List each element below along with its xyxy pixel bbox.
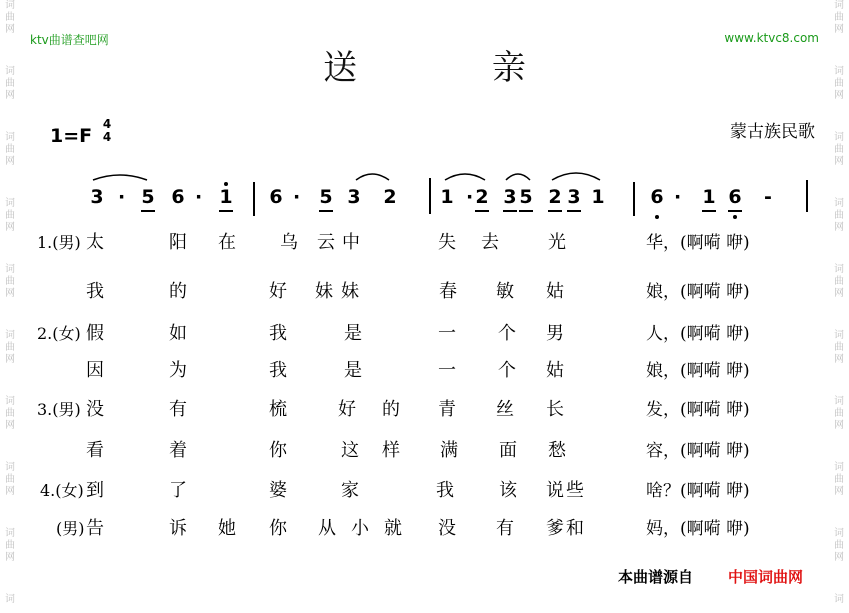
lyric-syllable: 好 [269,281,287,302]
lyric-syllable: 些 [566,480,584,501]
lyric-syllable: 她 [218,518,236,539]
verse-label: 1.(男) [37,233,81,252]
augmentation-dot: · [293,186,301,208]
augmentation-dot: · [466,186,474,208]
lyric-syllable: 没 [438,518,456,539]
lyric-syllable: 诉 [169,518,187,539]
note: 3 [567,186,581,208]
lyric-syllable: 梳 [269,399,287,420]
lyric-syllable: 告 [86,518,104,539]
watermark-char: 曲 [834,276,844,287]
watermark-char: 词 [834,132,844,143]
note: 1 [440,186,454,208]
lyric-syllable: 乌 [280,232,298,253]
watermark-char: 网 [5,354,15,365]
watermark-char: 曲 [5,276,15,287]
site-link-left[interactable]: ktv曲谱查吧网 [30,33,109,47]
verse-ending: 人，(啊嗬 咿) [646,324,750,344]
watermark-char: 曲 [834,342,844,353]
augmentation-dot: · [195,186,203,208]
source-label: 本曲谱源自 [618,568,694,586]
note: 1 [591,186,605,208]
lyric-syllable: 说 [546,480,564,501]
lyric-syllable: 我 [86,281,104,302]
watermark-char: 网 [5,156,15,167]
watermark-char: 曲 [5,78,15,89]
watermark-char: 曲 [5,144,15,155]
slur [506,174,530,180]
lyric-syllable: 姑 [546,360,564,381]
lyric-syllable: 家 [341,480,359,501]
lyric-syllable: 婆 [269,480,287,501]
note: 3 [503,186,517,208]
watermark-char: 网 [834,420,844,431]
lyric-syllable: 就 [384,518,402,539]
watermark-char: 曲 [5,12,15,23]
lyric-syllable: 中 [342,232,360,253]
lyric-syllable: 看 [86,440,104,461]
watermark-char: 词 [834,330,844,341]
verse-ending: 妈，(啊嗬 咿) [646,519,750,539]
watermark-char: 网 [834,552,844,563]
lyric-syllable: 这 [341,440,359,461]
lyric-syllable: 有 [169,399,187,420]
watermark-char: 词 [5,594,15,605]
lyric-syllable: 好 [338,399,356,420]
lyric-syllable: 阳 [169,232,187,253]
verse-ending: 娘，(啊嗬 咿) [646,282,750,302]
watermark-char: 网 [5,222,15,233]
lyric-syllable: 我 [269,360,287,381]
watermark-char: 词 [5,396,15,407]
lyric-syllable: 我 [269,323,287,344]
lyric-syllable: 个 [498,323,516,344]
note: 6 [171,186,185,208]
lyric-syllable: 你 [269,518,287,539]
watermark-char: 曲 [5,342,15,353]
verse-label: 4.(女) [40,481,84,500]
watermark-char: 网 [834,486,844,497]
song-title: 送 亲 [323,48,588,88]
watermark-char: 词 [834,66,844,77]
augmentation-dot: · [118,186,126,208]
watermark-char: 曲 [5,540,15,551]
verse-label: 3.(男) [37,400,81,419]
lyric-syllable: 长 [546,399,564,420]
lyric-syllable: 一 [438,323,456,344]
lyric-syllable: 从 [318,518,336,539]
watermark-char: 词 [834,0,844,11]
slur [445,174,485,180]
watermark-char: 网 [5,552,15,563]
lyric-syllable: 着 [169,440,187,461]
watermark-char: 网 [834,354,844,365]
note: 3 [347,186,361,208]
lyric-syllable: 的 [169,281,187,302]
lyric-syllable: 面 [499,440,517,461]
verse-label: (男) [56,519,85,538]
watermark-char: 词 [834,462,844,473]
lyric-syllable: 太 [86,232,104,253]
key-signature: 1=F [50,125,93,147]
watermark-char: 网 [5,24,15,35]
lyric-syllable: 爹 [546,518,564,539]
note: 2 [548,186,562,208]
lyric-syllable: 春 [439,281,457,302]
watermark-char: 词 [5,462,15,473]
time-signature-bottom: 4 [102,130,112,144]
lyric-syllable: 是 [344,360,362,381]
slur [93,175,147,180]
lyric-syllable: 如 [169,323,187,344]
lyric-syllable: 有 [496,518,514,539]
lyric-syllable: 在 [218,232,236,253]
watermark-char: 词 [5,132,15,143]
watermark-char: 网 [5,420,15,431]
watermark-char: 词 [834,198,844,209]
lyric-syllable: 小 [351,518,369,539]
watermark-char: 曲 [834,408,844,419]
lyric-syllable: 因 [86,360,104,381]
lyric-syllable: 了 [169,480,187,501]
watermark-char: 曲 [834,78,844,89]
watermark-char: 词 [5,0,15,11]
augmentation-dot: · [674,186,682,208]
watermark-char: 网 [834,156,844,167]
lyric-syllable: 光 [548,232,566,253]
lyric-syllable: 为 [169,360,187,381]
source-site-link[interactable]: 中国词曲网 [728,568,804,586]
watermark-char: 曲 [834,144,844,155]
time-signature-top: 4 [102,117,112,131]
lyric-syllable: 一 [438,360,456,381]
watermark-char: 词 [5,198,15,209]
lyric-syllable: 敏 [496,281,514,302]
verse-ending: 华，(啊嗬 咿) [646,233,750,253]
watermark-char: 网 [5,486,15,497]
lyric-syllable: 男 [546,323,564,344]
watermark-char: 词 [5,528,15,539]
lyric-syllable: 姑 [546,281,564,302]
lyric-syllable: 满 [440,440,458,461]
slur [356,174,389,180]
note: 5 [319,186,333,208]
note: 2 [383,186,397,208]
watermark-char: 词 [834,396,844,407]
lyric-syllable: 我 [436,480,454,501]
note: 6 [269,186,283,208]
note: 6 [728,186,742,208]
lyric-syllable: 愁 [548,440,566,461]
watermark-char: 网 [834,90,844,101]
watermark-char: 网 [834,288,844,299]
verse-ending: 发，(啊嗬 咿) [646,400,750,420]
note: 1 [702,186,716,208]
watermark-char: 词 [5,264,15,275]
watermark-char: 曲 [5,474,15,485]
lyric-syllable: 妹 [315,281,333,302]
verse-ending: 啥？(啊嗬 咿) [646,481,750,501]
note: 3 [90,186,104,208]
watermark-char: 曲 [834,474,844,485]
lyric-syllable: 妹 [341,281,359,302]
note: 6 [650,186,664,208]
verse-label: 2.(女) [37,324,81,343]
watermark-char: 曲 [834,12,844,23]
note: 5 [519,186,533,208]
watermark-char: 曲 [834,210,844,221]
watermark-char: 曲 [5,408,15,419]
lyric-syllable: 是 [344,323,362,344]
lyric-syllable: 样 [382,440,400,461]
site-link-right[interactable]: www.ktvc8.com [724,31,819,45]
lyric-syllable: 和 [566,518,584,539]
lyric-syllable: 去 [481,232,499,253]
lyric-syllable: 假 [86,323,104,344]
lyric-syllable: 个 [498,360,516,381]
watermark-char: 词 [5,330,15,341]
lyric-syllable: 青 [438,399,456,420]
lyric-syllable: 没 [86,399,104,420]
lyric-syllable: 你 [269,440,287,461]
note: - [764,186,772,208]
lyric-syllable: 失 [438,232,456,253]
verse-ending: 娘，(啊嗬 咿) [646,361,750,381]
lyric-syllable: 的 [382,399,400,420]
note: 5 [141,186,155,208]
watermark-char: 曲 [5,210,15,221]
watermark-char: 网 [834,222,844,233]
watermark-char: 网 [834,24,844,35]
note: 2 [475,186,489,208]
watermark-char: 网 [5,90,15,101]
watermark-char: 词 [834,264,844,275]
verse-ending: 容，(啊嗬 咿) [646,441,750,461]
song-origin: 蒙古族民歌 [730,122,815,142]
lyric-syllable: 云 [317,232,335,253]
lyric-syllable: 到 [86,480,104,501]
lyric-syllable: 丝 [496,399,514,420]
watermark-char: 曲 [834,540,844,551]
slur [552,173,600,180]
watermark-char: 词 [834,528,844,539]
watermark-char: 网 [5,288,15,299]
lyric-syllable: 该 [499,480,517,501]
watermark-char: 词 [834,594,844,605]
note: 1 [219,186,233,208]
watermark-char: 词 [5,66,15,77]
